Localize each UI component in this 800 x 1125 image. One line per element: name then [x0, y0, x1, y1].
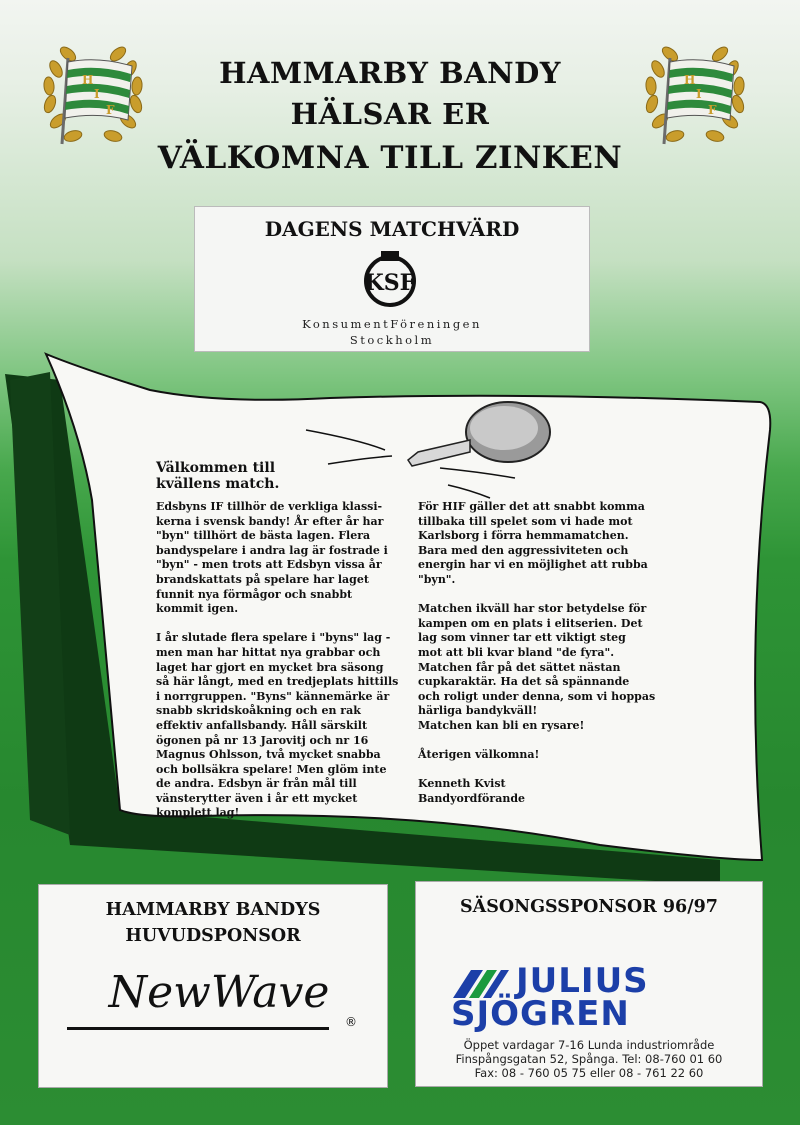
- sponsor-address-line-1: Öppet vardagar 7-16 Lunda industriområde: [463, 1038, 715, 1052]
- main-sponsor-title: HAMMARBY BANDYS HUVUDSPONSOR: [105, 900, 321, 946]
- logo-letter-h: H: [82, 73, 94, 87]
- logo-letter-i: I: [94, 87, 100, 101]
- article-right-column: För HIF gäller det att snabbt komma tillbaka till spelet som vi hade mot Karlsborg i förra hemmamatchen. Bara med den aggressiviteten och energin har vi en möjlighet att rubba "byn". Matchen ikväll har stor betydelse för kampen om en plats i elitserien. Det lag som vinner tar ett viktigt steg mot att bli kvar bland "de fyra". Matchen får på det sättet nästan cupkaraktär. Ha det så spännande och roligt under denna, som vi hoppas härliga bandykväll! Matchen kan bli en rysare! Återigen välkomna! Kenneth Kvist Bandyordförande: [418, 500, 656, 805]
- logo-letter-i: I: [696, 87, 702, 101]
- match-host-box: [194, 206, 590, 352]
- hif-logo-right: [640, 36, 750, 156]
- article-left-column: Edsbyns IF tillhör de verkliga klassi- kerna i svensk bandy! År efter år har "byn" tillhört de bästa lagen. Flera bandyspelare i andra lag är fostrade i "byn" - men trots att Edsbyn vissa år brandskattats på spelare har laget funnit nya förmågor och snabbt kommit igen. I år slutade flera spelare i "byns" lag - men man har hittat nya grabbar och laget har gjort en mycket bra säsong så här långt, med en tredjeplats hittills i norrgruppen. "Byns" kännemärke är snabb skridskoåkning och en rak effektiv anfallsbandy. Håll särskilt ögonen på nr 13 Jarovitj och nr 16 Magnus Ohlsson, två mycket snabba och bollsäkra spelare! Men glöm inte de andra. Edsbyn är från mål till vänsterytter även i år ett mycket komplett lag!: [156, 500, 399, 820]
- sponsor-address-line-2: Finspångsgatan 52, Spånga. Tel: 08-760 01 60: [455, 1052, 723, 1066]
- logo-letter-h: H: [684, 73, 696, 87]
- sponsor-address-line-3: Fax: 08 - 760 05 75 eller 08 - 761 22 60: [474, 1066, 704, 1080]
- main-sponsor-box: [38, 884, 388, 1088]
- newwave-underline: [67, 1027, 329, 1030]
- julius-brand-line-1: JULIUS: [516, 961, 649, 1001]
- match-host-title: DAGENS MATCHVÄRD: [264, 217, 520, 241]
- season-sponsor-title: SÄSONGSSPONSOR 96/97: [460, 897, 718, 917]
- newwave-logo: NewWave: [108, 967, 330, 1018]
- season-sponsor-box: [415, 881, 763, 1087]
- headline-line-3: VÄLKOMNA TILL ZINKEN: [157, 140, 623, 176]
- julius-brand-line-2: SJÖGREN: [451, 994, 630, 1034]
- headline-line-1: HAMMARBY BANDY: [219, 56, 561, 90]
- welcome-heading: Välkommen till kvällens match.: [156, 460, 280, 492]
- hif-logo-left: [38, 36, 148, 156]
- ksf-logo: [361, 249, 419, 309]
- registered-mark: ®: [345, 1015, 357, 1029]
- headline-line-2: HÄLSAR ER: [290, 97, 490, 131]
- host-name-line-1: KonsumentFöreningen: [302, 317, 482, 331]
- host-name-line-2: Stockholm: [349, 333, 435, 347]
- ksf-logo-letters: KSF: [364, 270, 416, 296]
- logo-letter-f: F: [106, 103, 115, 117]
- logo-letter-f: F: [708, 103, 717, 117]
